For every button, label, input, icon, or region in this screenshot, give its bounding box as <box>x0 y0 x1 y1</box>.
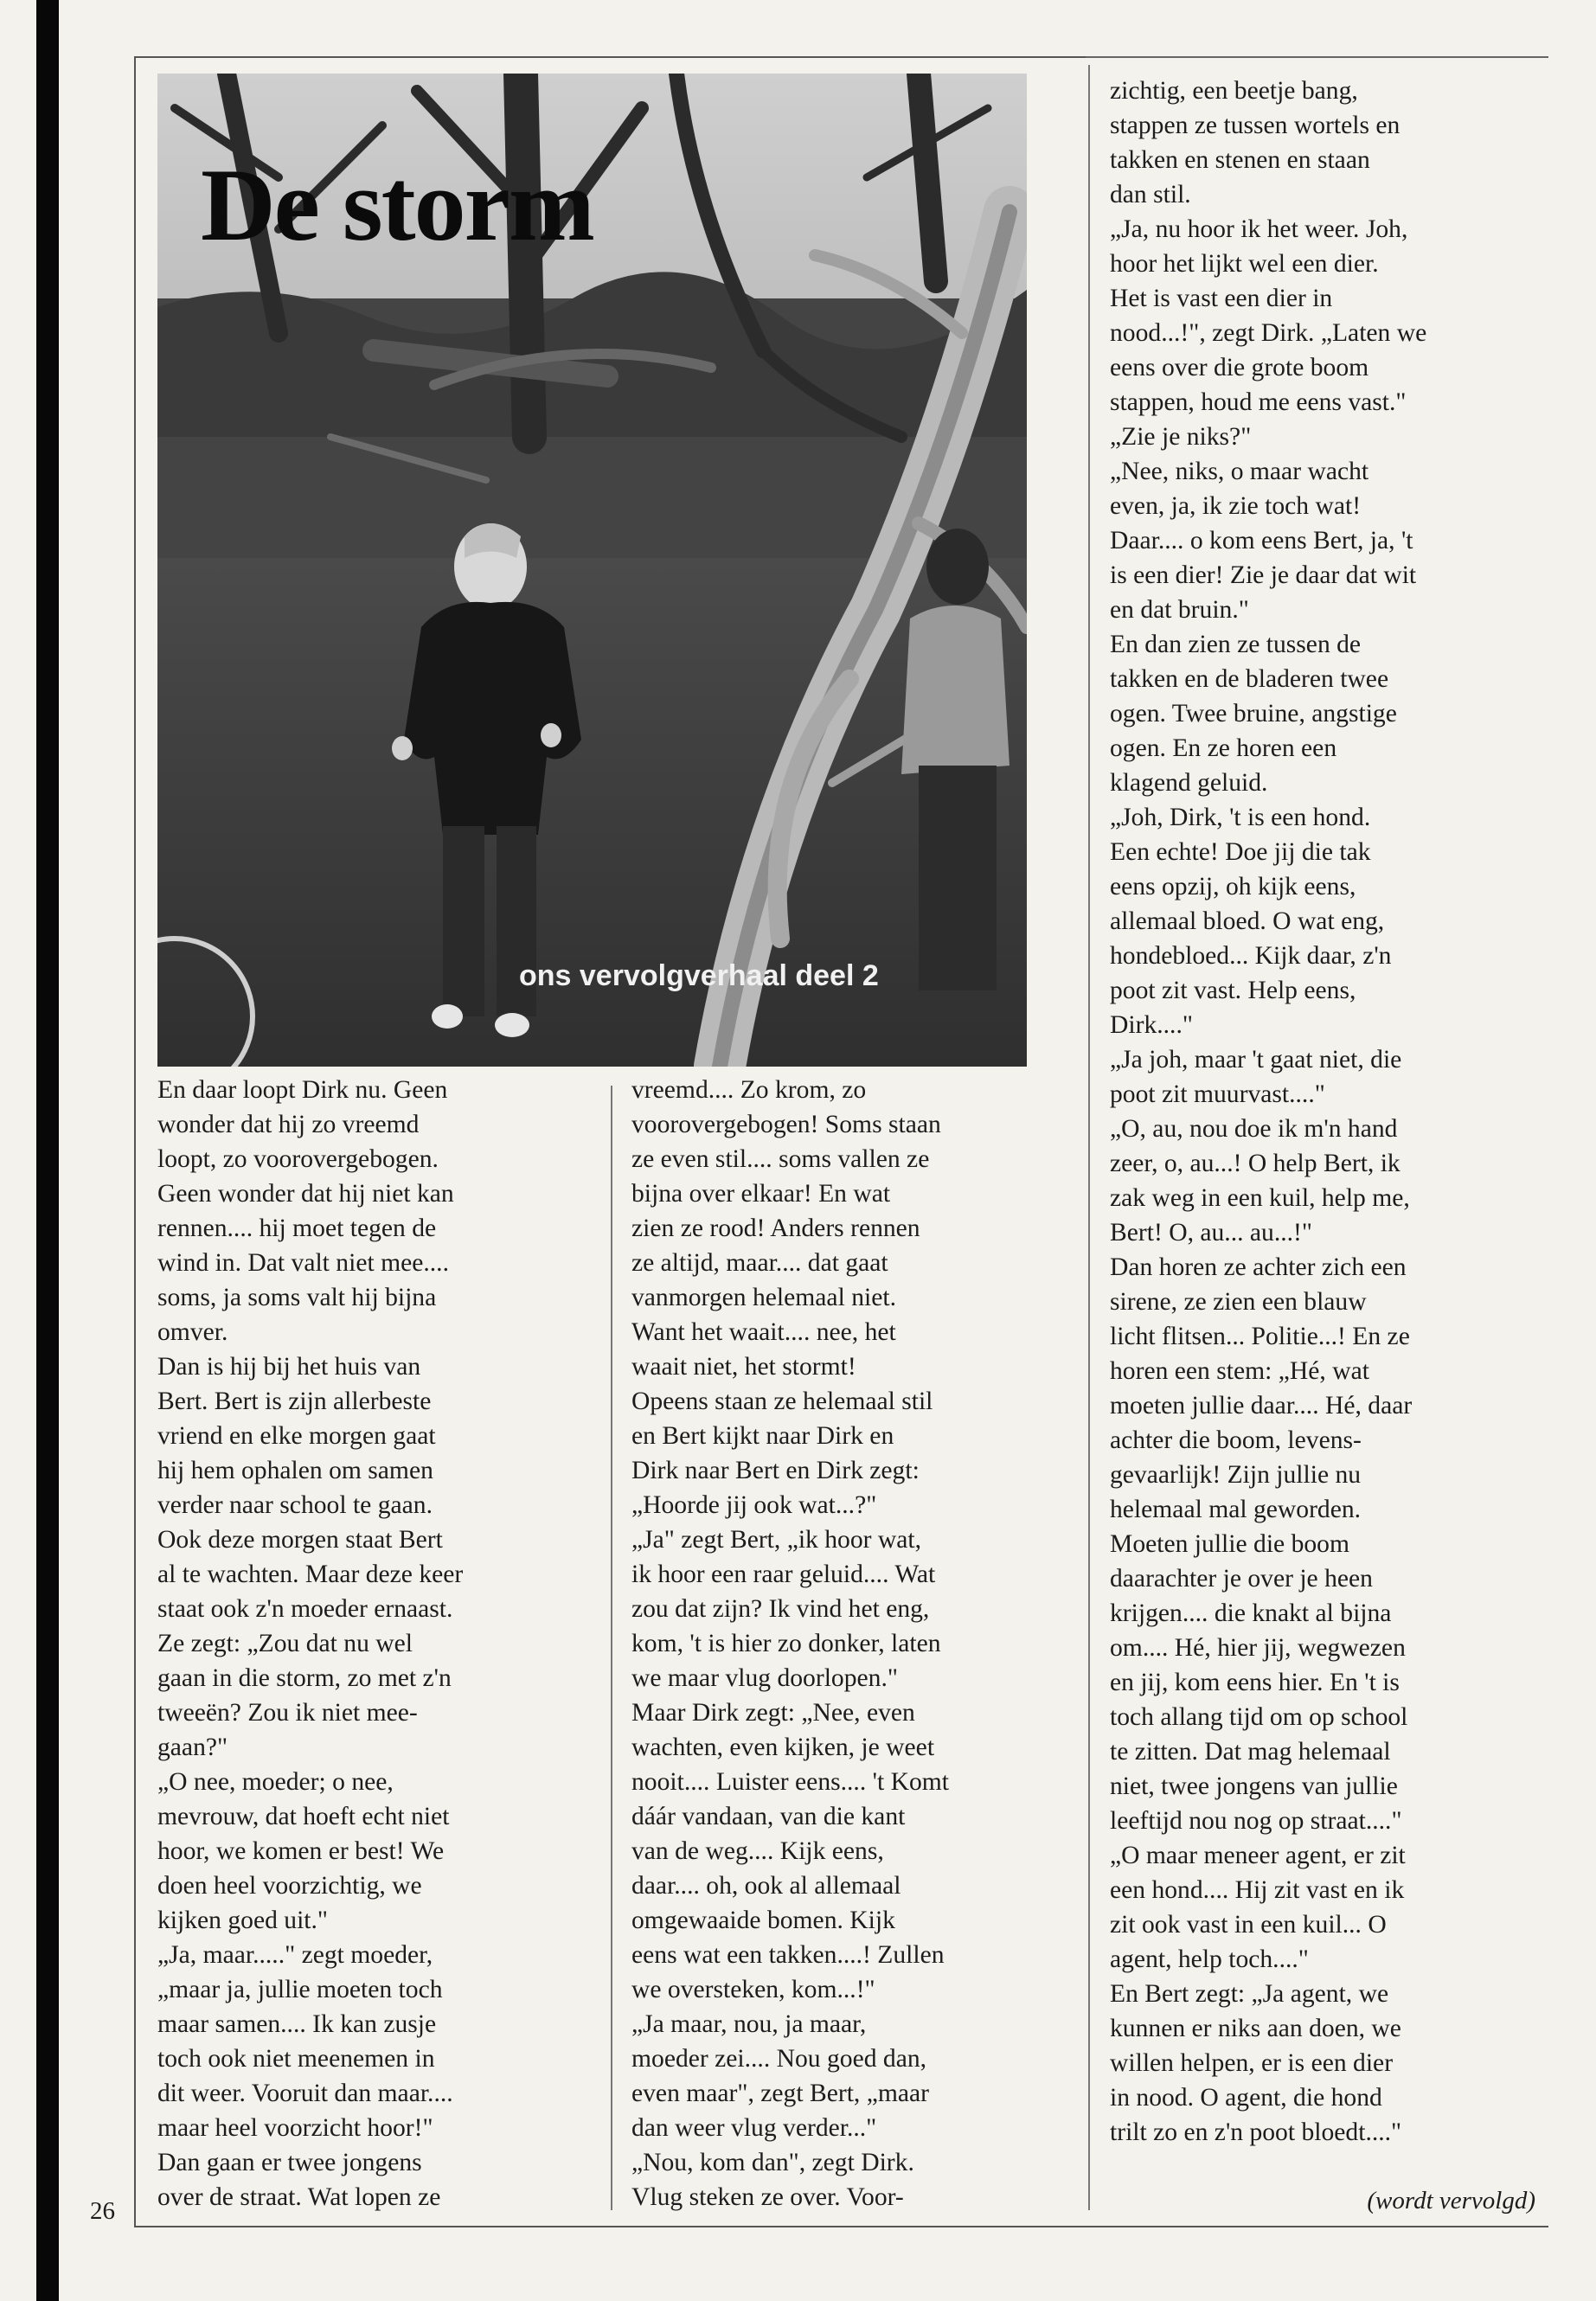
paragraph: „Ja joh, maar 't gaat niet, die poot zit muurvast...." <box>1110 1046 1402 1108</box>
paragraph: „O, au, nou doe ik m'n hand zeer, o, au...! O help Bert, ik zak weg in een kuil, help me, Bert! O, au... au...!" <box>1110 1115 1410 1247</box>
paragraph: „O maar meneer agent, er zit een hond.... Hij zit vast en ik zit ook vast in een kuil... O agent, help toch...." <box>1110 1842 1406 1973</box>
article-photo <box>157 74 1027 1067</box>
paragraph: Maar Dirk zegt: „Nee, even wachten, even kijken, je weet nooit.... Luister eens.... 't Komt dáár vandaan, van die kant van de weg.... Kijk eens, daar.... oh, ook al allemaal omgewaaide bomen. Kijk eens wat een takken....! Zullen we oversteken, kom...!" <box>631 1699 949 2003</box>
paragraph: Opeens staan ze helemaal stil en Bert kijkt naar Dirk en Dirk naar Bert en Dirk zegt: „Hoorde jij ook wat...?" <box>631 1388 933 1519</box>
paragraph: En dan zien ze tussen de takken en de bladeren twee ogen. Twee bruine, angstige ogen. En ze horen een klagend geluid. <box>1110 631 1397 797</box>
text-column-1 <box>157 1073 590 2214</box>
scan-binding-edge <box>36 0 59 2301</box>
paragraph: „Ja, maar....." zegt moeder, „maar ja, jullie moeten toch maar samen.... Ik kan zusje toch ook niet meenemen in dit weer. Vooruit dan maar.... maar heel voorzicht hoor!" <box>157 1941 453 2142</box>
paragraph: Dan gaan er twee jongens over de straat. Wat lopen ze <box>157 2149 441 2211</box>
paragraph: „Ja maar, nou, ja maar, moeder zei.... Nou goed dan, even maar", zegt Bert, „maar dan weer vlug verder..." <box>631 2010 929 2142</box>
column-rule <box>1088 65 1090 2210</box>
paragraph: „Zie je niks?" <box>1110 423 1252 451</box>
paragraph: „O nee, moeder; o nee, mevrouw, dat hoeft echt niet hoor, we komen er best! We doen heel voorzichtig, we kijken goed uit." <box>157 1768 450 1934</box>
article-title: De storm <box>201 147 593 262</box>
text-column-3 <box>1110 74 1542 2150</box>
article-subtitle: ons vervolgverhaal deel 2 <box>519 959 879 992</box>
paragraph: zichtig, een beetje bang, stappen ze tussen wortels en takken en stenen en staan dan stil. <box>1110 77 1401 208</box>
top-rule <box>1086 56 1548 58</box>
paragraph: „Ja, nu hoor ik het weer. Joh, hoor het lijkt wel een dier. Het is vast een dier in nood...!", zegt Dirk. „Laten we eens over die grote boom stappen, houd me eens vast." <box>1110 215 1427 416</box>
paragraph: „Ja" zegt Bert, „ik hoor wat, ik hoor een raar geluid.... Wat zou dat zijn? Ik vind het eng, kom, 't is hier zo donker, laten we maar vlug doorlopen." <box>631 1526 941 1692</box>
paragraph: vreemd.... Zo krom, zo voorovergebogen! Soms staan ze even stil.... soms vallen ze bijna over elkaar! En wat zien ze rood! Anders rennen ze altijd, maar.... dat gaat vanmorgen helemaal niet. Want het waait.... nee, het waait niet, het stormt! <box>631 1076 941 1381</box>
page-number: 26 <box>90 2197 115 2225</box>
paragraph: „Nee, niks, o maar wacht even, ja, ik zie toch wat! Daar.... o kom eens Bert, ja, 't is een dier! Zie je daar dat wit en dat bruin." <box>1110 458 1417 624</box>
continued-note: (wordt vervolgd) <box>1367 2187 1535 2214</box>
paragraph: En daar loopt Dirk nu. Geen wonder dat hij zo vreemd loopt, zo voorovergebogen. Geen wonder dat hij niet kan rennen.... hij moet tegen de wind in. Dat valt niet mee.... soms, ja soms valt hij bijna omver. <box>157 1076 454 1346</box>
paragraph: En Bert zegt: „Ja agent, we kunnen er niks aan doen, we willen helpen, er is een dier in nood. O agent, die hond trilt zo en z'n poot bloedt...." <box>1110 1980 1402 2146</box>
text-column-2 <box>631 1073 1055 2214</box>
column-rule <box>611 1086 612 2210</box>
paragraph: „Nou, kom dan", zegt Dirk. Vlug steken ze over. Voor- <box>631 2149 914 2211</box>
paragraph: Dan horen ze achter zich een sirene, ze zien een blauw licht flitsen... Politie...! En ze horen een stem: „Hé, wat moeten jullie daar.... Hé, daar achter die boom, levens- gevaarlijk! Zijn jullie nu helemaal mal geworden. Moeten jullie die boom daarachter je over je heen krijgen.... die knakt al bijna om.... Hé, hier jij, wegwezen en jij, kom eens hier. En 't is toch allang tijd om op school te zitten. Dat mag helemaal niet, twee jongens van jullie leeftijd nou nog op straat...." <box>1110 1253 1413 1835</box>
paragraph: „Joh, Dirk, 't is een hond. Een echte! Doe jij die tak eens opzij, oh kijk eens, allemaal bloed. O wat eng, hondebloed... Kijk daar, z'n poot zit vast. Help eens, Dirk...." <box>1110 804 1392 1039</box>
paragraph: Dan is hij bij het huis van Bert. Bert is zijn allerbeste vriend en elke morgen gaat hij hem ophalen om samen verder naar school te gaan. Ook deze morgen staat Bert al te wachten. Maar deze keer staat ook z'n moeder ernaast. Ze zegt: „Zou dat nu wel gaan in die storm, zo met z'n tweeën? Zou ik niet mee- gaan?" <box>157 1353 464 1761</box>
